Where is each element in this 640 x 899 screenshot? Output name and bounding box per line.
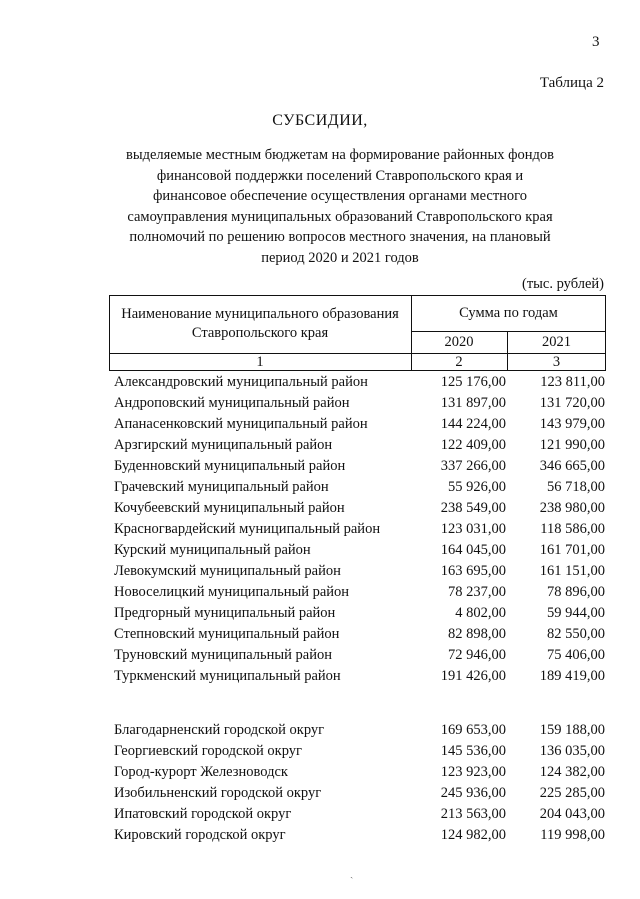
row-value-2021: 124 382,00 (539, 764, 605, 780)
row-value-2021: 159 188,00 (539, 722, 605, 738)
row-value-2020: 131 897,00 (440, 395, 506, 411)
row-value-2021: 131 720,00 (539, 395, 605, 411)
header-border-top (109, 295, 606, 296)
row-name: Арзгирский муниципальный район (114, 437, 333, 453)
row-value-2020: 123 031,00 (440, 521, 506, 537)
table-row (0, 806, 640, 827)
header-col-number-3: 3 (552, 354, 561, 370)
row-value-2020: 123 923,00 (440, 764, 506, 780)
row-value-2020: 245 936,00 (440, 785, 506, 801)
row-value-2020: 169 653,00 (440, 722, 506, 738)
row-value-2021: 225 285,00 (539, 785, 605, 801)
table-row (0, 563, 640, 584)
row-value-2021: 118 586,00 (540, 521, 605, 537)
header-name-line1: Наименование муниципального образования (121, 306, 399, 322)
row-value-2020: 191 426,00 (440, 668, 506, 684)
row-value-2021: 56 718,00 (547, 479, 605, 495)
row-name: Изобильненский городской округ (114, 785, 322, 801)
row-value-2021: 78 896,00 (547, 584, 605, 600)
row-value-2020: 337 266,00 (440, 458, 506, 474)
row-value-2021: 121 990,00 (539, 437, 605, 453)
scan-artifact-mark: ˎ (350, 868, 354, 879)
row-value-2021: 204 043,00 (539, 806, 605, 822)
row-name: Апанасенковский муниципальный район (114, 416, 368, 432)
row-name: Александровский муниципальный район (114, 374, 368, 390)
table-row (0, 743, 640, 764)
row-name: Красногвардейский муниципальный район (114, 521, 381, 537)
row-name: Курский муниципальный район (114, 542, 311, 558)
row-value-2020: 124 982,00 (440, 827, 506, 843)
row-name: Благодарненский городской округ (114, 722, 325, 738)
subtitle-line: период 2020 и 2021 годов (261, 249, 419, 266)
table-row (0, 584, 640, 605)
table-row (0, 827, 640, 848)
row-name: Георгиевский городской округ (114, 743, 302, 759)
row-name: Кировский городской округ (114, 827, 286, 843)
header-year-2020: 2020 (444, 334, 474, 350)
subtitle-line: финансовой поддержки поселений Ставропольского края и (156, 167, 524, 184)
row-value-2021: 238 980,00 (539, 500, 605, 516)
row-name: Туркменский муниципальный район (114, 668, 341, 684)
row-value-2021: 75 406,00 (547, 647, 605, 663)
row-value-2021: 123 811,00 (540, 374, 605, 390)
row-value-2021: 161 701,00 (539, 542, 605, 558)
subtitle-line: финансовое обеспечение осуществления органами местного (152, 188, 528, 204)
table-row (0, 764, 640, 785)
table-row (0, 437, 640, 458)
table-row (0, 416, 640, 437)
row-name: Степновский муниципальный район (114, 626, 340, 642)
table-row (0, 521, 640, 542)
table-row (0, 374, 640, 395)
row-value-2020: 163 695,00 (440, 563, 506, 579)
row-value-2020: 213 563,00 (440, 806, 506, 822)
row-value-2020: 144 224,00 (440, 416, 506, 432)
table-row (0, 479, 640, 500)
row-value-2020: 82 898,00 (448, 626, 506, 642)
row-name: Левокумский муниципальный район (114, 563, 341, 579)
row-value-2021: 82 550,00 (547, 626, 605, 642)
table-row (0, 605, 640, 626)
row-value-2021: 161 151,00 (539, 563, 605, 579)
row-name: Труновский муниципальный район (114, 647, 332, 663)
row-value-2020: 122 409,00 (440, 437, 506, 453)
row-value-2020: 238 549,00 (440, 500, 506, 516)
row-value-2021: 59 944,00 (547, 605, 605, 621)
header-name-line2: Ставропольского края (191, 325, 329, 341)
table-row (0, 647, 640, 668)
row-value-2020: 145 536,00 (440, 743, 506, 759)
row-value-2020: 72 946,00 (448, 647, 506, 663)
row-value-2020: 4 802,00 (455, 605, 506, 621)
row-value-2021: 346 665,00 (539, 458, 605, 474)
row-name: Буденновский муниципальный район (114, 458, 346, 474)
table-row (0, 395, 640, 416)
header-sum-label: Сумма по годам (459, 305, 558, 321)
row-value-2021: 136 035,00 (539, 743, 605, 759)
table-row (0, 542, 640, 563)
table-row (0, 500, 640, 521)
table-row (0, 785, 640, 806)
row-value-2020: 125 176,00 (440, 374, 506, 390)
page-number: 3 (592, 34, 600, 50)
row-name: Новоселицкий муниципальный район (114, 584, 350, 600)
units-label: (тыс. рублей) (522, 276, 604, 292)
table-row (0, 458, 640, 479)
row-value-2021: 119 998,00 (540, 827, 605, 843)
header-year-2021: 2021 (542, 334, 571, 350)
header-col-number-2: 2 (455, 354, 463, 370)
row-name: Андроповский муниципальный район (114, 395, 350, 411)
row-name: Предгорный муниципальный район (114, 605, 336, 621)
subtitle-line: самоуправления муниципальных образований Ставропольского края (127, 208, 553, 225)
row-value-2020: 55 926,00 (448, 479, 506, 495)
document-title: СУБСИДИИ, (272, 112, 368, 129)
table-row (0, 722, 640, 743)
subtitle-line: выделяемые местным бюджетам на формирование районных фондов (126, 147, 554, 163)
table-row (0, 626, 640, 647)
row-value-2021: 189 419,00 (539, 668, 605, 684)
header-col-number-1: 1 (256, 354, 264, 370)
row-value-2021: 143 979,00 (539, 416, 605, 432)
table-row (0, 668, 640, 689)
row-name: Кочубеевский муниципальный район (114, 500, 345, 516)
row-value-2020: 78 237,00 (448, 584, 506, 600)
row-name: Грачевский муниципальный район (114, 479, 329, 495)
subtitle-line: полномочий по решению вопросов местного значения, на плановый (129, 229, 551, 245)
row-name: Ипатовский городской округ (114, 806, 292, 822)
table-label: Таблица 2 (539, 75, 604, 91)
row-name: Город-курорт Железноводск (114, 764, 288, 780)
row-value-2020: 164 045,00 (440, 542, 506, 558)
